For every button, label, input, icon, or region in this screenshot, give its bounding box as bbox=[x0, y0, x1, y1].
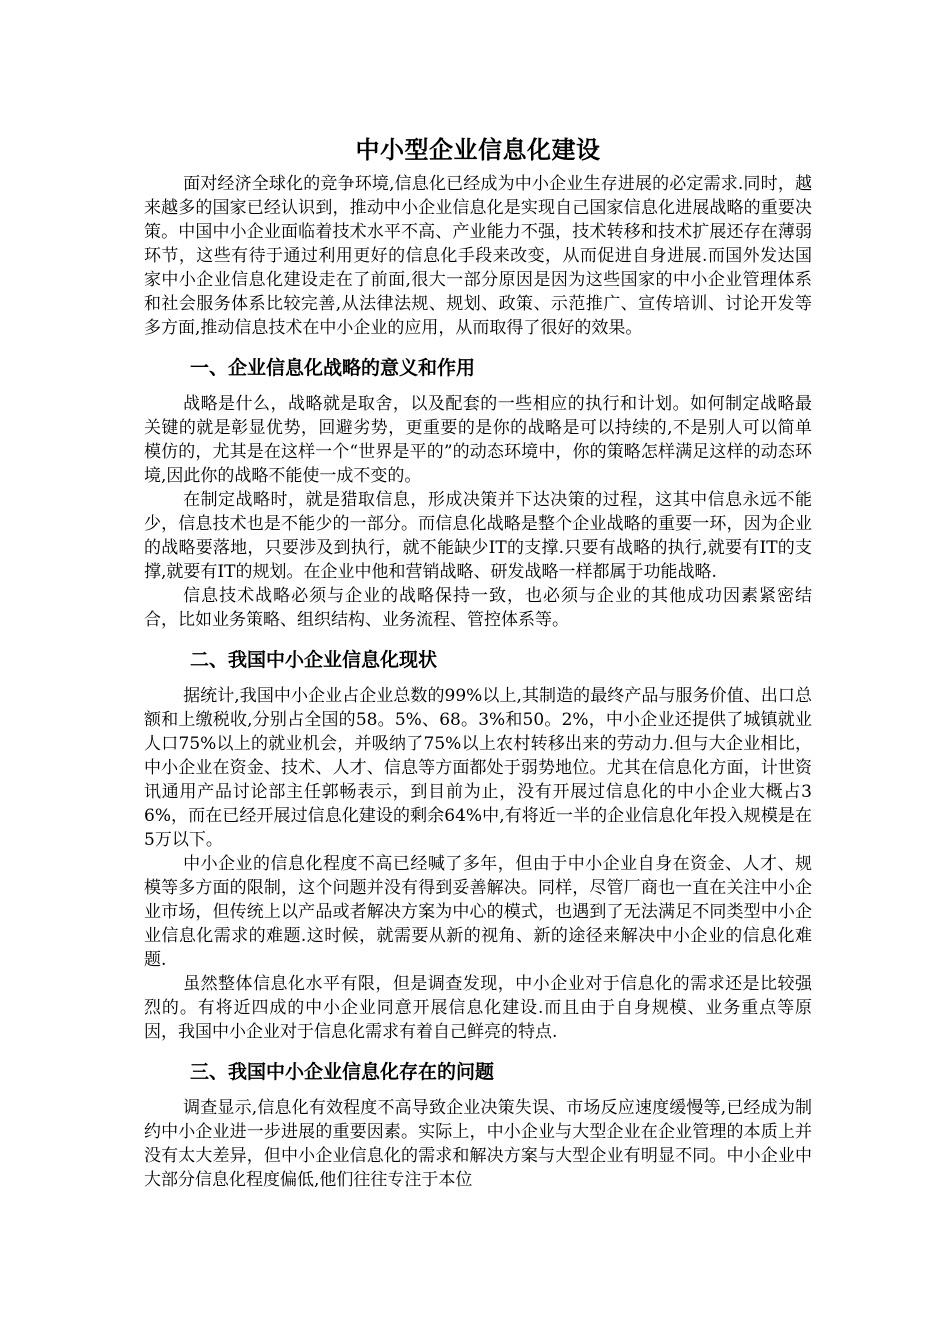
section-heading: 一、企业信息化战略的意义和作用 bbox=[190, 357, 476, 379]
section-3 bbox=[144, 1056, 812, 1192]
section-2 bbox=[144, 644, 812, 1044]
section-paragraph: 据统计,我国中小企业占企业总数的99%以上,其制造的最终产品与服务价值、出口总额和上缴税收,分别占全国的58。5%、68。3%和50。2%，中小企业还提供了城镇就业人口75%以上的就业机会，并吸纳了75%以上农村转移出来的劳动力.但与大企业相比，中小企业在资金、技术、人才、信息等方面都处于弱势地位。尤其在信息化方面，计世资讯通用产品讨论部主任郭畅表示，到目前为止，没有开展过信息化的中小企业大概占36%，而在已经开展过信息化建设的剩余64%中,有将近一半的企业信息化年投入规模是在5万以下。 bbox=[144, 686, 812, 850]
section-paragraph: 中小企业的信息化程度不高已经喊了多年，但由于中小企业自身在资金、人才、规模等多方面的限制，这个问题并没有得到妥善解决。同样，尽管厂商也一直在关注中小企业市场，但传统上以产品或者解决方案为中心的模式，也遇到了无法满足不同类型中小企业信息化需求的难题.这时候，就需要从新的视角、新的途径来解决中小企业的信息化难题. bbox=[144, 854, 812, 970]
section-paragraph: 调查显示,信息化有效程度不高导致企业决策失误、市场反应速度缓慢等,已经成为制约中小企业进一步进展的重要因素。实际上，中小企业与大型企业在企业管理的本质上并没有太大差异，但中小企业信息化的需求和解决方案与大型企业有明显不同。中小企业中大部分信息化程度偏低,他们往往专注于本位 bbox=[144, 1098, 812, 1190]
section-paragraph: 战略是什么，战略就是取舍，以及配套的一些相应的执行和计划。如何制定战略最关键的就是彰显优势，回避劣势，更重要的是你的战略是可以持续的,不是别人可以简单模仿的，尤其是在这样一个“世界是平的”的动态环境中，你的策略怎样满足这样的动态环境,因此你的战略不能使一成不变的。 bbox=[144, 394, 812, 486]
section-paragraph: 信息技术战略必须与企业的战略保持一致，也必须与企业的其他成功因素紧密结合，比如业务策略、组织结构、业务流程、管控体系等。 bbox=[144, 586, 812, 630]
section-heading: 三、我国中小企业信息化存在的问题 bbox=[190, 1061, 495, 1083]
section-paragraph: 在制定战略时，就是猎取信息，形成决策并下达决策的过程，这其中信息永远不能少，信息技术也是不能少的一部分。而信息化战略是整个企业战略的重要一环，因为企业的战略要落地，只要涉及到执行，就不能缺少IT的支撑.只要有战略的执行,就要有IT的支撑,就要有IT的规划。在企业中他和营销战略、研发战略一样都属于功能战略. bbox=[144, 490, 812, 582]
document-title: 中小型企业信息化建设 bbox=[355, 136, 601, 164]
document-page bbox=[144, 132, 812, 1192]
section-paragraph: 虽然整体信息化水平有限，但是调查发现，中小企业对于信息化的需求还是比较强烈的。有将近四成的中小企业同意开展信息化建设.而且由于自身规模、业务重点等原因，我国中小企业对于信息化需求有着自己鲜亮的特点. bbox=[144, 974, 812, 1042]
section-heading: 二、我国中小企业信息化现状 bbox=[190, 649, 438, 671]
section-1 bbox=[144, 352, 812, 632]
intro-paragraph: 面对经济全球化的竞争环境,信息化已经成为中小企业生存进展的必定需求.同时，越来越多的国家已经认识到，推动中小企业信息化是实现自己国家信息化进展战略的重要决策。中国中小企业面临着技术水平不高、产业能力不强，技术转移和技术扩展还存在薄弱环节，这些有待于通过利用更好的信息化手段来改变，从而促进自身进展.而国外发达国家中小企业信息化建设走在了前面,很大一部分原因是因为这些国家的中小企业管理体系和社会服务体系比较完善,从法律法规、规划、政策、示范推广、宣传培训、讨论开发等多方面,推动信息技术在中小企业的应用，从而取得了很好的效果。 bbox=[144, 174, 812, 338]
